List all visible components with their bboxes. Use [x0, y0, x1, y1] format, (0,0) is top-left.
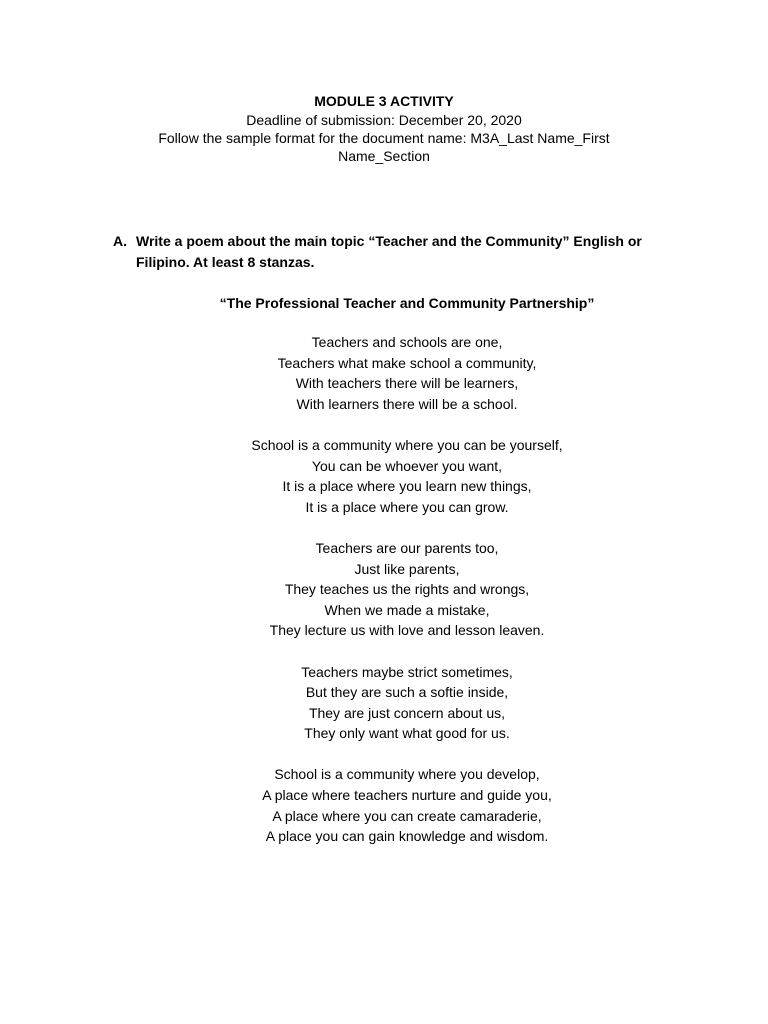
stanza-1 [0, 332, 768, 414]
poem-line: Teachers maybe strict sometimes, [301, 663, 513, 680]
poem-line: But they are such a softie inside, [305, 684, 509, 701]
stanza-4 [0, 662, 768, 744]
poem-line: When we made a mistake, [324, 601, 490, 618]
poem-line: They are just concern about us, [308, 704, 506, 721]
poem-line: They only want what good for us. [304, 725, 510, 742]
instruction-item [113, 231, 673, 273]
stanza-3 [0, 538, 768, 641]
poem-line: School is a community where you can be yourself, [251, 436, 563, 453]
poem-line: A place where you can create camaraderie, [272, 807, 542, 824]
poem-line: Just like parents, [354, 560, 460, 577]
format-note: Follow the sample format for the document name: M3A_Last Name_First Name_Section [158, 130, 610, 164]
list-marker: A. [113, 233, 127, 249]
poem-line: They lecture us with love and lesson leaven. [269, 622, 545, 639]
poem-line: School is a community where you develop, [274, 766, 540, 783]
poem-line: Teachers are our parents too, [315, 539, 499, 556]
poem-line: It is a place where you can grow. [305, 498, 509, 515]
stanza-5 [0, 764, 768, 846]
poem-title: “The Professional Teacher and Community Partnership” [219, 295, 595, 311]
poem-line: Teachers what make school a community, [277, 354, 537, 371]
poem-line: Teachers and schools are one, [311, 334, 503, 350]
poem-line: You can be whoever you want, [311, 457, 503, 474]
poem-line: A place you can gain knowledge and wisdom. [265, 828, 549, 845]
poem-body [0, 332, 768, 867]
stanza-2 [0, 435, 768, 517]
poem-line: With teachers there will be learners, [295, 375, 519, 392]
instruction-text: Write a poem about the main topic “Teacher and the Community” English or Filipino. At least 8 stanzas. [136, 233, 642, 270]
poem-line: It is a place where you learn new things, [282, 478, 532, 495]
module-title: MODULE 3 ACTIVITY [314, 93, 454, 109]
poem-line: A place where teachers nurture and guide you, [262, 787, 552, 804]
deadline-text: Deadline of submission: December 20, 2020 [246, 112, 522, 128]
poem-line: They teaches us the rights and wrongs, [284, 581, 530, 598]
poem-line: With learners there will be a school. [296, 395, 518, 412]
document-header [0, 92, 768, 165]
